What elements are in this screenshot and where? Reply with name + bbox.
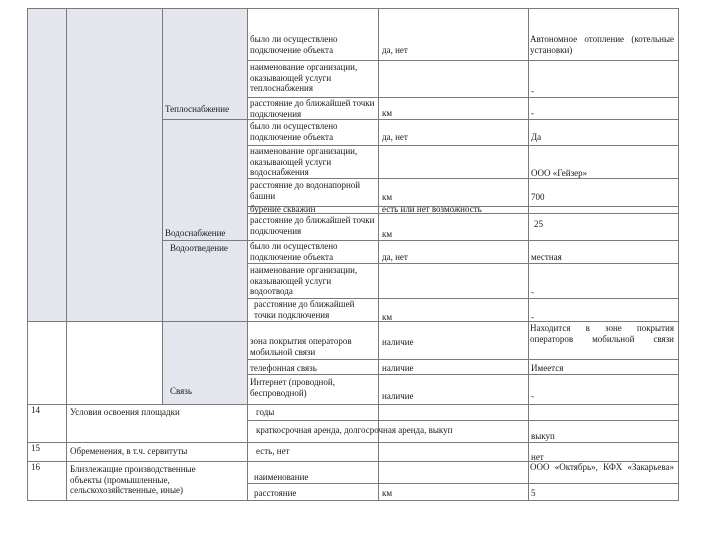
grid-line	[27, 8, 679, 9]
sewer-q2: наименование организации, оказывающей услуги водоотвода	[250, 265, 358, 296]
left-shade	[27, 8, 247, 321]
sewer-a2: -	[531, 287, 534, 297]
heat-u3: км	[382, 108, 393, 118]
comm-q1: зона покрытия операторов мобильной связи	[250, 336, 352, 357]
sewer-u1: да, нет	[382, 252, 408, 262]
water-q1: было ли осуществлено подключение объекта	[250, 121, 338, 142]
row16-label: Близлежащие производственные объекты (промышленные, сельскохозяйственные, иные)	[70, 464, 196, 495]
param-sewer: Водоотведение	[170, 243, 228, 253]
heat-a2: -	[531, 86, 534, 96]
comm-a1: Находится в зоне покрытия операторов мобильной связи	[530, 323, 674, 344]
comm-u2: наличие	[382, 363, 414, 373]
row16-ans1: ООО «Октябрь», КФХ «Закарьева»	[530, 462, 674, 472]
sewer-q3: расстояние до ближайшей точки подключения	[254, 299, 355, 320]
sewer-a1: местная	[531, 252, 562, 262]
grid-line	[247, 359, 679, 360]
row14-label: Условия освоения площадки	[70, 407, 180, 417]
grid-line	[27, 442, 679, 443]
grid-line	[247, 420, 679, 421]
water-u5: км	[382, 229, 393, 239]
grid-line	[162, 119, 679, 120]
water-q3: расстояние до водонапорной башни	[250, 180, 361, 201]
water-a5: 25	[534, 219, 543, 229]
water-q2: наименование организации, оказывающей услуги водоснабжения	[250, 146, 358, 177]
row16-item1: наименование	[254, 472, 309, 482]
sewer-q1: было ли осуществлено подключение объекта	[250, 241, 338, 262]
row16-unit2: км	[382, 488, 393, 498]
grid-line	[247, 374, 679, 375]
row14-answer: выкуп	[531, 431, 555, 441]
heat-q3: расстояние до ближайшей точки подключения	[250, 98, 375, 119]
param-comm: Связь	[170, 386, 192, 396]
grid-line	[247, 483, 679, 484]
row14-num: 14	[31, 405, 40, 415]
comm-q2: телефонная связь	[250, 363, 317, 373]
water-a2: ООО «Гейзер»	[531, 168, 588, 178]
grid-line	[247, 60, 679, 61]
grid-line	[247, 8, 248, 500]
row15-label: Обременения, в т.ч. сервитуты	[70, 446, 188, 456]
grid-line	[27, 321, 679, 322]
comm-q3: Интернет (проводной, беспроводной)	[250, 377, 335, 398]
grid-line	[27, 500, 679, 501]
heat-u1: да, нет	[382, 45, 408, 55]
heat-a3: -	[531, 108, 534, 118]
water-q4: бурение скважин	[250, 204, 316, 214]
water-u1: да, нет	[382, 132, 408, 142]
heat-q2: наименование организации, оказывающей услуги теплоснабжения	[250, 62, 358, 93]
water-q5: расстояние до ближайшей точки подключения	[250, 215, 375, 236]
heat-q1: было ли осуществлено подключение объекта	[250, 34, 338, 55]
row15-answer: нет	[531, 452, 544, 462]
grid-line	[678, 8, 679, 500]
grid-line	[247, 178, 679, 179]
water-u3: км	[382, 192, 393, 202]
sewer-u3: км	[382, 312, 393, 322]
grid-line	[27, 404, 679, 405]
row15-num: 15	[31, 443, 40, 453]
grid-line	[247, 263, 679, 264]
heat-a1: Автономное отопление (котельные установки)	[530, 34, 674, 55]
row14-years: годы	[256, 407, 275, 417]
grid-line	[162, 240, 679, 241]
grid-line	[528, 8, 529, 500]
row14-options: краткосрочная аренда, долгосрочная аренда, выкуп	[256, 425, 453, 435]
param-water: Водоснабжение	[165, 228, 226, 238]
row16-ans2: 5	[531, 488, 536, 498]
comm-u1: наличие	[382, 337, 414, 347]
comm-a2: Имеется	[531, 363, 564, 373]
grid-line	[66, 8, 67, 500]
water-a1: Да	[531, 132, 542, 142]
sewer-a3: -	[531, 312, 534, 322]
row16-num: 16	[31, 462, 40, 472]
water-a3: 700	[531, 192, 545, 202]
grid-line	[27, 8, 28, 500]
water-u4: есть или нет возможность	[382, 204, 482, 214]
comm-a3: -	[531, 391, 534, 401]
grid-line	[162, 8, 163, 404]
row16-item2: расстояние	[254, 488, 297, 498]
param-heat: Теплоснабжение	[165, 104, 230, 114]
row15-options: есть, нет	[256, 446, 290, 456]
comm-u3: наличие	[382, 391, 414, 401]
